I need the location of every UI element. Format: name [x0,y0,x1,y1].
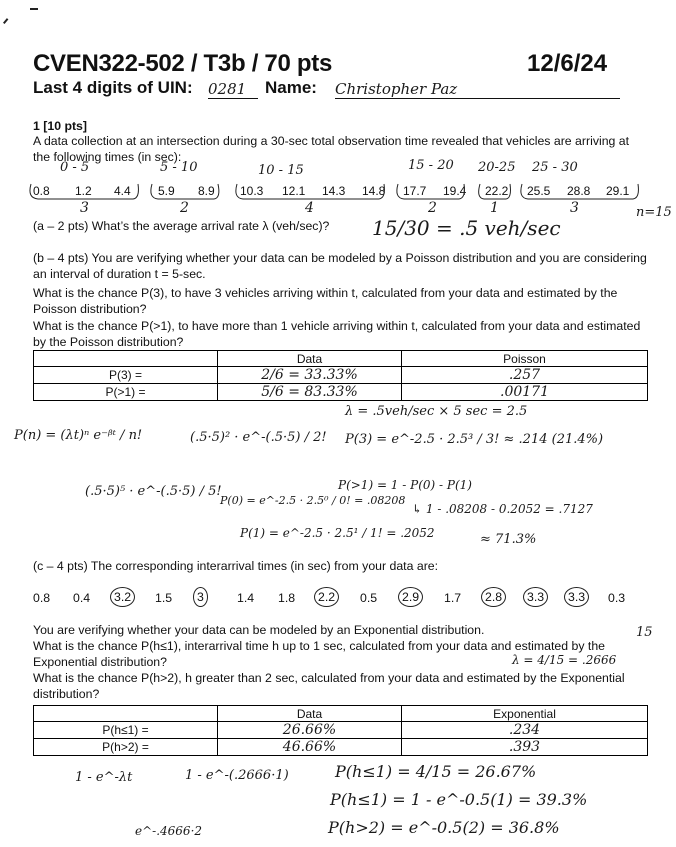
arrival-time: 4.4 [114,184,131,198]
margin-mark [30,8,38,13]
arrival-time: 25.5 [527,184,551,198]
interarrival-time: 3.3 [523,587,548,607]
table-header [34,351,218,367]
interarrival-time: 0.5 [360,591,378,605]
part-a-answer[interactable]: 15/30 = .5 veh/sec [372,216,561,240]
table-row [34,722,648,739]
table-header: Poisson [402,351,648,367]
table-header: Exponential [402,706,648,722]
arrival-time: 1.2 [75,184,92,198]
handwritten-work: ↳ 1 - .08208 - 0.2052 = .7127 [412,502,593,516]
row-label: P(h>2) = [34,739,218,756]
arrival-time: 0.8 [33,184,50,198]
model-cell[interactable]: .234 [402,722,648,739]
interval-count: 2 [180,200,189,216]
model-cell[interactable]: .257 [402,367,648,384]
part-b-question: What is the chance P(3), to have 3 vehicles arriving within t, calculated from your data and estimated by the Poisson distribution? [33,286,618,316]
handwritten-work: 1 - e^-λt [75,770,133,785]
handwritten-work: (.5·5)⁵ · e^-(.5·5) / 5! [85,484,222,499]
arrival-time: 17.7 [403,184,427,198]
margin-mark [3,18,13,28]
handwritten-work: P(n) = (λt)ⁿ e⁻ᵝᵗ / n! [14,428,143,443]
interarrival-time: 0.3 [608,591,626,605]
arrival-time: 5.9 [158,184,175,198]
interval-count: 2 [428,200,437,216]
name-field[interactable]: Christopher Paz [335,80,620,99]
data-cell[interactable]: 46.66% [218,739,402,756]
handwritten-work: P(>1) = 1 - P(0) - P(1) [338,478,472,492]
interval-label: 5 - 10 [160,160,198,175]
data-cell[interactable]: 5/6 = 83.33% [218,384,402,401]
table-row [34,739,648,756]
exam-title: CVEN322-502 / T3b / 70 pts [33,50,332,77]
interval-count: 1 [490,200,499,216]
interval-label: 10 - 15 [258,163,304,178]
handwritten-work: P(3) = e^-2.5 · 2.5³ / 3! ≈ .214 (21.4%) [345,432,604,447]
interarrival-time: 1.7 [444,591,462,605]
uin-field[interactable]: 0281 [208,80,258,99]
poisson-table [33,350,648,401]
interarrival-time: 0.4 [73,591,91,605]
interarrival-time: 3.2 [110,587,135,607]
part-b-question: (b – 4 pts) You are verifying whether your data can be modeled by a Poisson distribution and you are considering an interval of duration t = 5-sec. [33,251,647,281]
handwritten-note: λ = 4/15 = .2666 [512,653,617,667]
arrival-time: 19.4 [443,184,467,198]
interarrival-time: 1.5 [155,591,173,605]
data-cell[interactable]: 26.66% [218,722,402,739]
interarrival-time: 2.8 [481,587,506,607]
part-c-question: What is the chance P(h>2), h greater than 2 sec, calculated from your data and estimated by the Exponential distribution? [33,671,625,701]
table-header: Data [218,706,402,722]
interval-label: 25 - 30 [532,160,578,175]
interval-label: 20-25 [478,160,516,175]
interval-count: 3 [80,200,89,216]
part-c-question: What is the chance P(h≤1), interarrival time h up to 1 sec, calculated from your data and estimated by the Exponential distribution? [33,639,606,669]
interarrival-time: 2.2 [314,587,339,607]
row-label: P(3) = [34,367,218,384]
arrival-time: 22.2 [485,184,509,198]
handwritten-note: 15 [636,625,653,640]
interval-count: 3 [570,200,579,216]
row-label: P(h≤1) = [34,722,218,739]
interval-brackets [28,180,648,202]
table-header [34,706,218,722]
handwritten-work: λ = .5veh/sec × 5 sec = 2.5 [345,404,528,419]
handwritten-work: 1 - e^-(.2666·1) [185,768,289,783]
interarrival-time: 2.9 [398,587,423,607]
handwritten-work: (.5·5)² · e^-(.5·5) / 2! [190,430,327,445]
data-cell[interactable]: 2/6 = 33.33% [218,367,402,384]
interarrival-time: 1.4 [237,591,255,605]
interval-count: 4 [305,200,314,216]
question-intro: A data collection at an intersection during a 30-sec total observation time revealed that vehicles are arriving at the following times (in sec): [33,134,630,164]
interval-label: 15 - 20 [408,158,454,173]
handwritten-work: P(h≤1) = 4/15 = 26.67% [335,762,537,781]
arrival-time: 14.8 [362,184,386,198]
question-heading: 1 [10 pts] [33,119,87,133]
handwritten-work: ≈ 71.3% [480,532,537,547]
interval-label: 0 - 5 [60,160,90,175]
arrival-time: 29.1 [606,184,630,198]
interarrival-time: 3.3 [564,587,589,607]
arrival-time: 28.8 [567,184,591,198]
exponential-table [33,705,648,756]
arrival-time: 14.3 [322,184,346,198]
n-note: n=15 [636,205,672,220]
handwritten-work: P(h>2) = e^-0.5(2) = 36.8% [328,818,560,837]
interarrival-time: 0.8 [33,591,51,605]
part-a-question: (a – 2 pts) What’s the average arrival rate λ (veh/sec)? [33,219,330,233]
table-row [34,384,648,401]
name-label: Name: [265,78,317,97]
part-c-question: (c – 4 pts) The corresponding interarrival times (in sec) from your data are: [33,559,439,573]
part-c-question: You are verifying whether your data can be modeled by an Exponential distribution. [33,623,485,637]
table-header: Data [218,351,402,367]
model-cell[interactable]: .00171 [402,384,648,401]
handwritten-work: e^-.4666·2 [135,824,203,838]
handwritten-work: P(1) = e^-2.5 · 2.5¹ / 1! = .2052 [240,526,435,540]
arrival-time: 12.1 [282,184,306,198]
part-b-question: What is the chance P(>1), to have more than 1 vehicle arriving within t, calculated from your data and estimated by the Poisson distribution? [33,319,641,349]
row-label: P(>1) = [34,384,218,401]
table-row [34,367,648,384]
handwritten-work: P(h≤1) = 1 - e^-0.5(1) = 39.3% [330,790,588,809]
interarrival-time: 3 [193,587,208,607]
handwritten-work: P(0) = e^-2.5 · 2.5⁰ / 0! = .08208 [220,494,406,507]
model-cell[interactable]: .393 [402,739,648,756]
arrival-time: 8.9 [198,184,215,198]
uin-label: Last 4 digits of UIN: [33,78,193,97]
interarrival-time: 1.8 [278,591,296,605]
arrival-time: 10.3 [240,184,264,198]
exam-date: 12/6/24 [527,50,608,77]
